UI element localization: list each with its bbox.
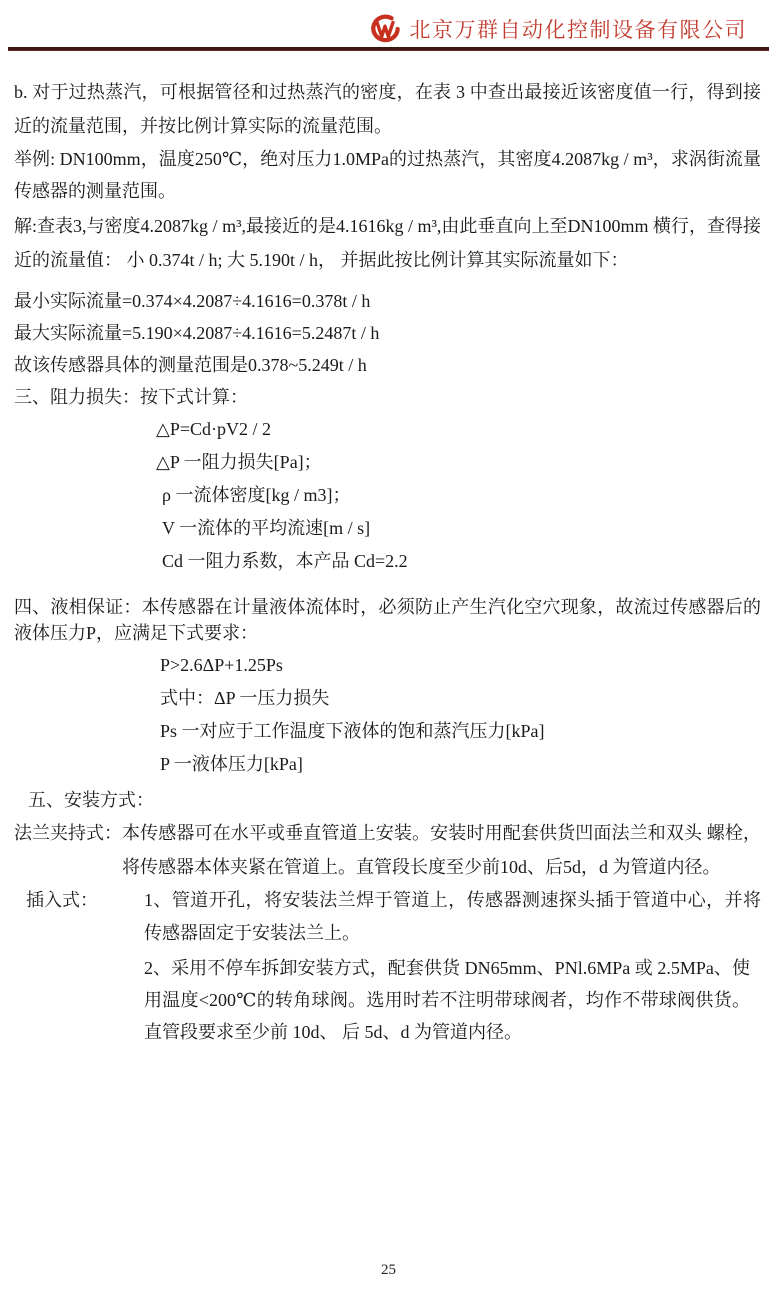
calc-min-flow: 最小实际流量=0.374×4.2087÷4.1616=0.378t / h — [14, 291, 371, 311]
flange-clamp-text: 本传感器可在水平或垂直管道上安装。安装时用配套供货凹面法兰和双头 螺栓，将传感器本体夹紧在管道上。直管段长度至少前10d、后5d，d 为管道内径。 — [122, 823, 761, 877]
page-footer — [0, 1261, 777, 1279]
section3-heading: 三、阻力损失：按下式计算： — [14, 387, 248, 407]
formula-term-pressure-loss: 式中：ΔP 一压力损失 — [160, 688, 330, 708]
formula-liquid-pressure-condition: P>2.6ΔP+1.25Ps — [160, 655, 283, 675]
insertion-label: 插入式： — [26, 890, 98, 910]
formula-term-velocity: V 一流体的平均流速[m / s] — [162, 518, 371, 538]
header-brand — [0, 14, 777, 44]
para-example: 举例: DN100mm，温度250℃，绝对压力1.0MPa的过热蒸汽，其密度4.2087kg / m³，求涡街流量传感器的测量范围。 — [14, 149, 761, 201]
insertion-row — [14, 884, 761, 950]
insertion-item-2: 2、采用不停车拆卸安装方式，配套供货 DN65mm、PNl.6MPa 或 2.5MPa、使用温度<200℃的转角球阀。选用时若不注明带球阀者，均作不带球阀供货。直管段要求至少前 10d、 后 5d、d 为管道内径。 — [144, 958, 750, 1042]
company-logo-icon — [369, 14, 401, 44]
section4-formula-list — [160, 649, 761, 781]
page-header — [0, 0, 777, 51]
flange-clamp-label: 法兰夹持式： — [14, 823, 122, 843]
section3-formula-list — [156, 413, 761, 578]
flange-clamp-row — [14, 816, 761, 884]
section4-intro: 四、液相保证：本传感器在计量液体流体时，必须防止产生汽化空穴现象，故流过传感器后的液体压力P，应满足下式要求： — [14, 597, 761, 643]
formula-term-rho: ρ 一流体密度[kg / m3]； — [162, 485, 351, 505]
company-name: 北京万群自动化控制设备有限公司 — [409, 18, 747, 42]
section5-heading: 五、安装方式： — [28, 790, 154, 810]
formula-term-delta-p: △P 一阻力损失[Pa]； — [156, 452, 322, 472]
formula-term-liquid-pressure: P 一液体压力[kPa] — [160, 754, 303, 774]
formula-pressure-loss-equation: △P=Cd·pV2 / 2 — [156, 419, 272, 439]
page-body — [0, 51, 777, 1048]
calc-max-flow: 最大实际流量=5.190×4.2087÷4.1616=5.2487t / h — [14, 323, 380, 343]
page-number: 25 — [381, 1262, 396, 1278]
para-superheated-steam: b. 对于过热蒸汽，可根据管径和过热蒸汽的密度，在表 3 中查出最接近该密度值一行，得到接近的流量范围，并按比例计算实际的流量范围。 — [14, 82, 761, 136]
para-solution: 解:查表3,与密度4.2087kg / m³,最接近的是4.1616kg / m³,由此垂直向上至DN100mm 横行，查得接近的流量值： 小 0.374t / h; 大 5.190t / h， 并据此按比例计算其实际流量如下： — [14, 216, 761, 270]
formula-term-saturated-vapor-pressure: Ps 一对应于工作温度下液体的饱和蒸汽压力[kPa] — [160, 721, 545, 741]
calc-measure-range: 故该传感器具体的测量范围是0.378~5.249t / h — [14, 355, 367, 375]
insertion-item-1: 1、管道开孔，将安装法兰焊于管道上，传感器测速探头插于管道中心，并将传感器固定于安装法兰上。 — [144, 890, 761, 943]
formula-term-cd: Cd 一阻力系数，本产品 Cd=2.2 — [162, 551, 408, 571]
